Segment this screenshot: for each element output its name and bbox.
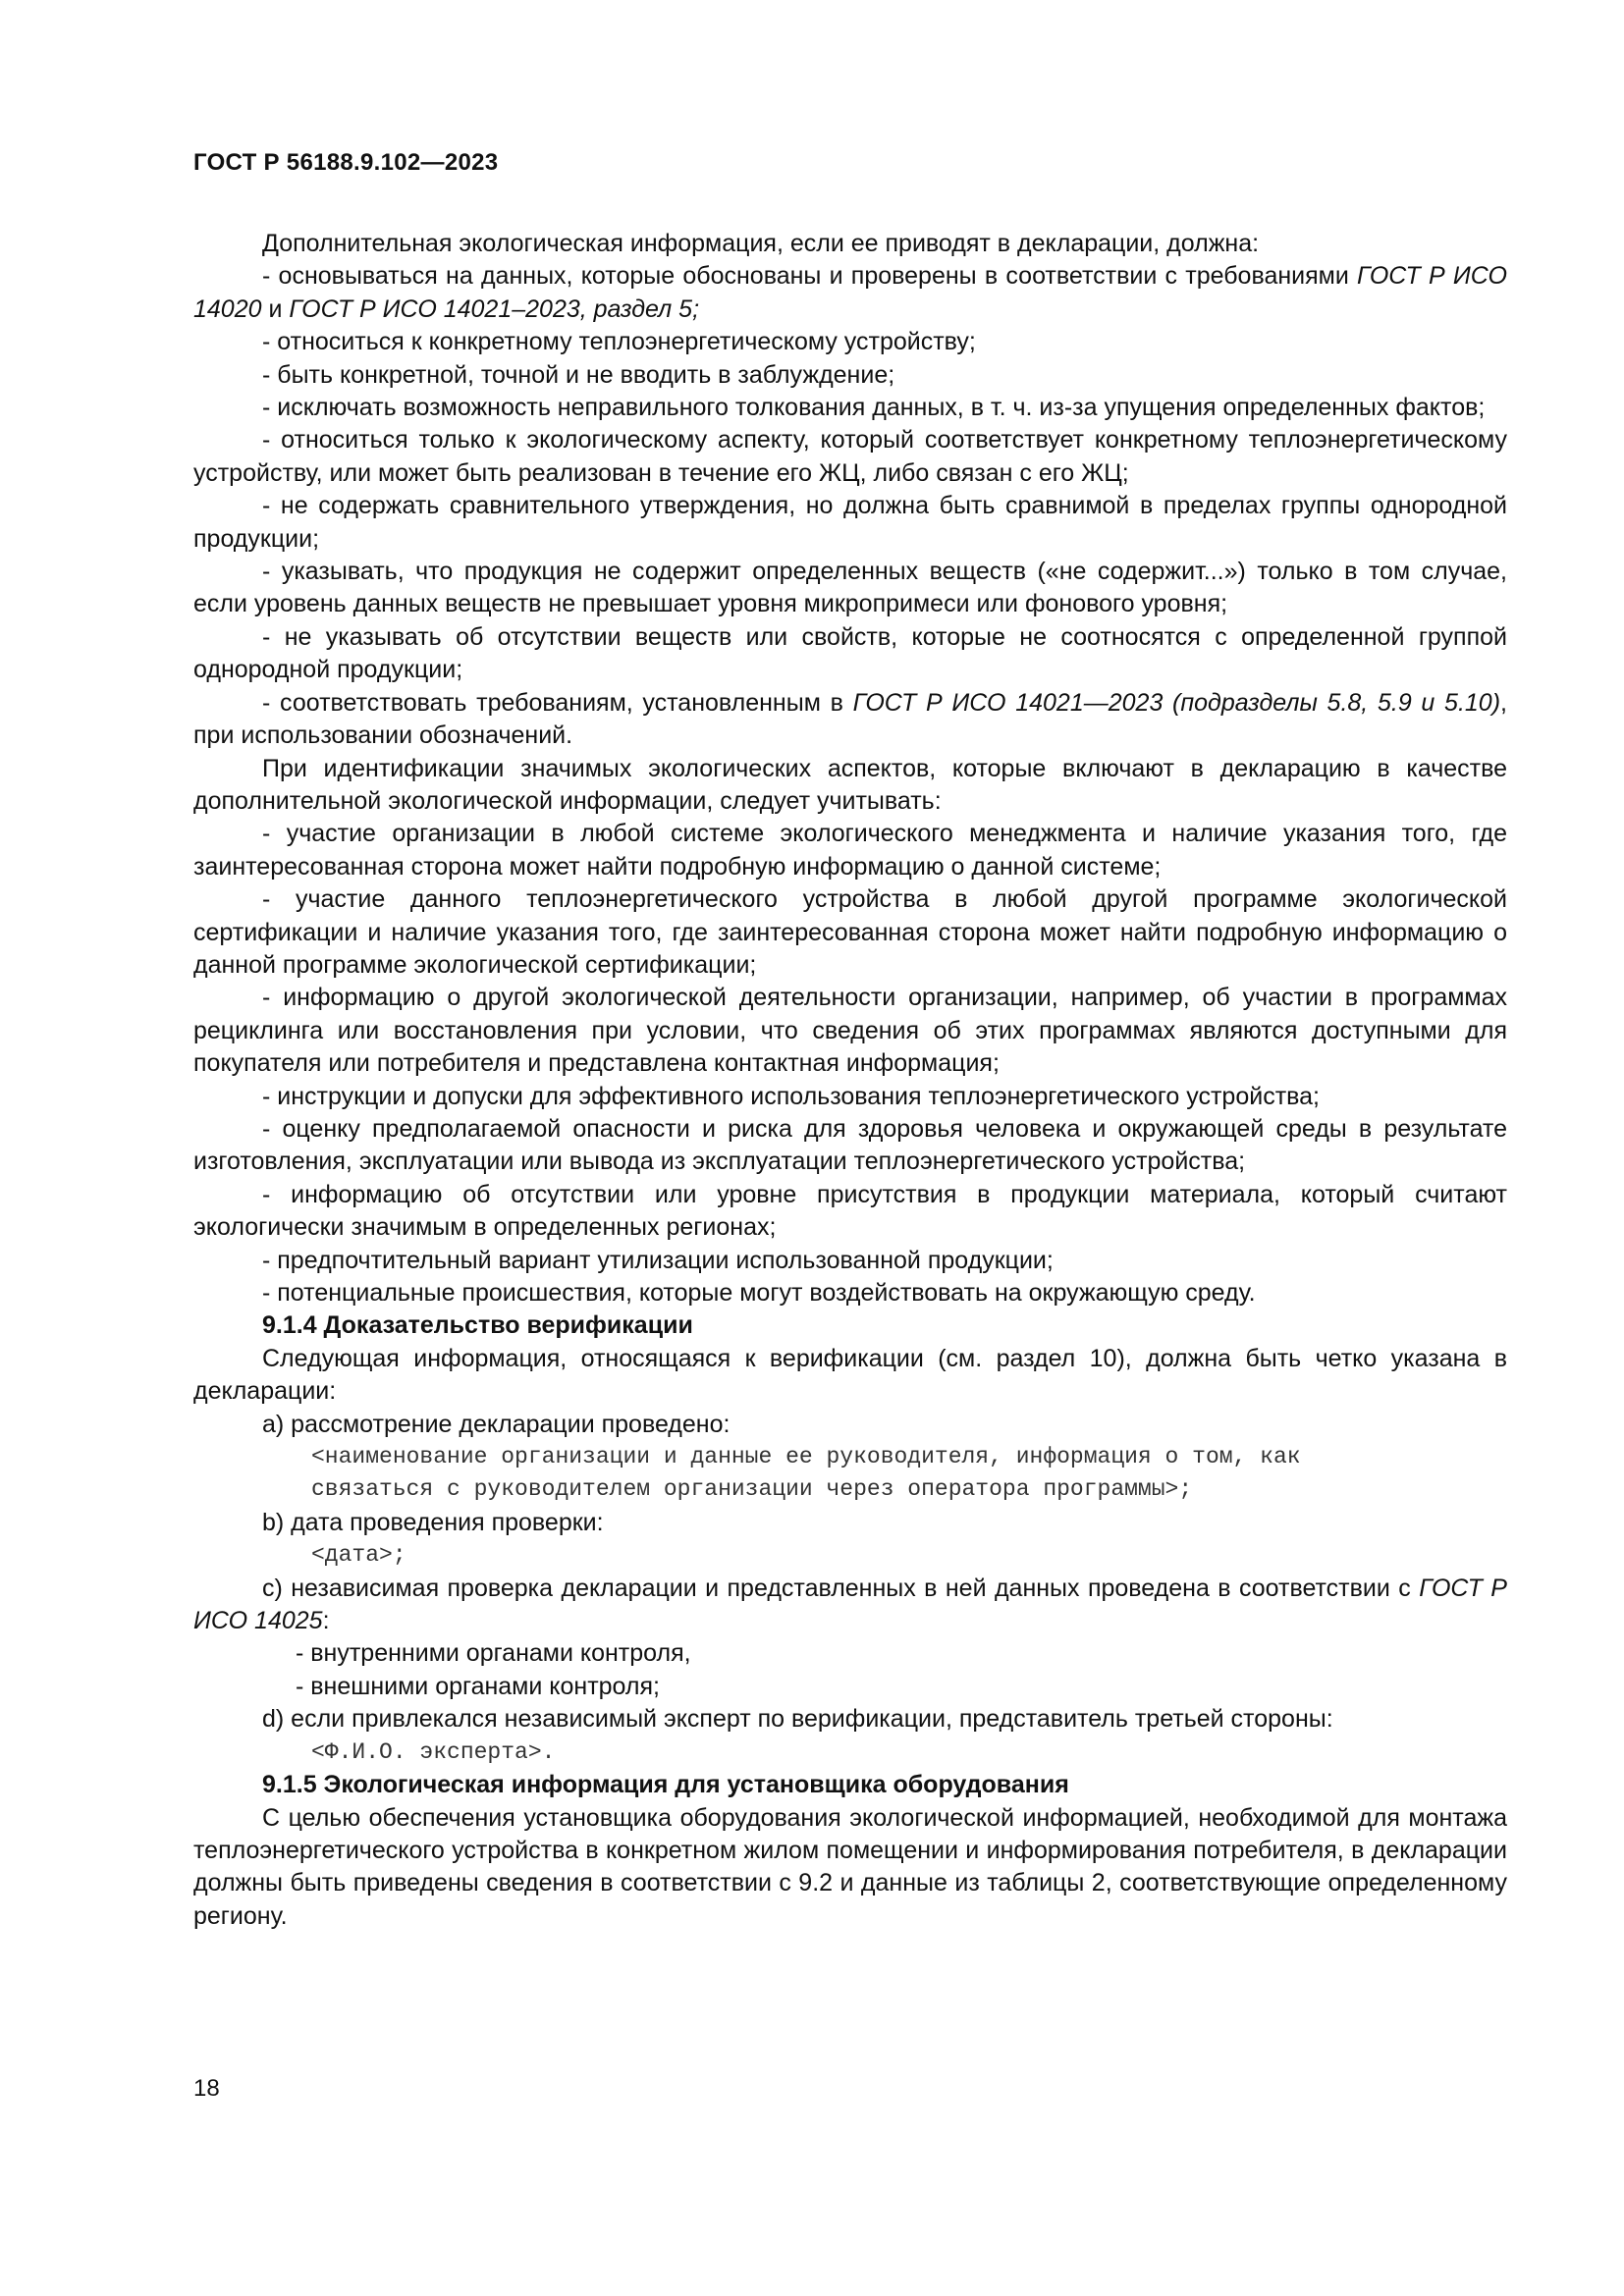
standard-reference: ГОСТ Р ИСО 14021–2023, раздел 5;: [289, 294, 700, 323]
aspect-item: - предпочтительный вариант утилизации использованной продукции;: [262, 1246, 1054, 1274]
requirement-item: [193, 359, 1507, 392]
aspect-item: - потенциальные происшествия, которые могут воздействовать на окружающую среду.: [262, 1279, 1256, 1307]
item-c: [193, 1573, 1507, 1638]
aspects-list: [193, 818, 1507, 1309]
page-number: 18: [193, 2075, 220, 2102]
item-c-colon: :: [322, 1607, 330, 1635]
page-body: [193, 228, 1507, 1933]
requirement-text: - не содержать сравнительного утверждения, но должна быть сравнимой в пределах группы однородной продукции;: [193, 492, 1507, 553]
requirement-text: - относиться к конкретному теплоэнергетическому устройству;: [262, 328, 976, 356]
item-a-template: [193, 1441, 1507, 1507]
item-c-sub-2: - внешними органами контроля;: [296, 1672, 660, 1700]
section-915-text: С целью обеспечения установщика оборудования экологической информацией, необходимой для монтажа теплоэнергетического устройства в конкретном жилом помещении и информирования потребителя, в декларации должны быть приведены сведения в соответствии с 9.2 и данные из таблицы 2, соответствующие определенному региону.: [193, 1803, 1507, 1930]
requirement-item: [193, 556, 1507, 621]
item-b-template: [193, 1539, 1507, 1572]
item-d-template: [193, 1736, 1507, 1769]
standard-reference: ГОСТ Р ИСО 14020: [193, 262, 1507, 323]
aspects-intro: При идентификации значимых экологических аспектов, которые включают в декларацию в качестве дополнительной экологической информации, следует учитывать:: [193, 754, 1507, 815]
aspect-item: - участие данного теплоэнергетического устройства в любой другой программе экологической сертификации и наличие указания того, где заинтересованная сторона может найти подробную информацию о данной программе экологической сертификации;: [193, 885, 1507, 979]
requirement-text: - быть конкретной, точной и не вводить в заблуждение;: [262, 360, 895, 389]
requirement-item: [193, 326, 1507, 358]
requirement-text: и: [261, 294, 290, 323]
item-c-sub-1: - внутренними органами контроля,: [296, 1639, 691, 1668]
section-915-heading: 9.1.5 Экологическая информация для установщика оборудования: [262, 1771, 1069, 1799]
requirement-text: - исключать возможность неправильного толкования данных, в т. ч. из-за упущения определенных фактов;: [262, 394, 1486, 422]
aspect-item: - информацию об отсутствии или уровне присутствия в продукции материала, который считают экологически значимым в определенных регионах;: [193, 1180, 1507, 1242]
item-a: а) рассмотрение декларации проведено:: [262, 1410, 731, 1438]
requirement-item: [193, 260, 1507, 326]
requirement-text: - соответствовать требованиям, установленным в: [262, 688, 853, 717]
requirement-text: - не указывать об отсутствии веществ или свойств, которые не соотносятся с определенной группой однородной продукции;: [193, 622, 1507, 684]
item-b-template-line: <дата>;: [311, 1542, 406, 1569]
requirement-text: , при использовании обозначений.: [193, 688, 1507, 750]
item-c-reference: ГОСТ Р ИСО 14025: [193, 1574, 1507, 1635]
item-b: b) дата проведения проверки:: [262, 1508, 604, 1536]
aspect-item: - информацию о другой экологической деятельности организации, например, об участии в программах рециклинга или восстановления при условии, что сведения об этих программах являются доступными для покупателя или потребителя и представлена контактная информация;: [193, 984, 1507, 1078]
item-a-template-line: <наименование организации и данные ее руководителя, информация о том, как: [311, 1444, 1301, 1470]
aspect-item: - участие организации в любой системе экологического менеджмента и наличие указания того, где заинтересованная сторона может найти подробную информацию о данной системе;: [193, 820, 1507, 881]
item-d: d) если привлекался независимый эксперт по верификации, представитель третьей стороны:: [262, 1705, 1333, 1734]
requirement-item: [193, 687, 1507, 753]
requirement-item: [193, 621, 1507, 687]
requirement-text: - указывать, что продукция не содержит определенных веществ («не содержит...») только в том случае, если уровень данных веществ не превышает уровня микропримеси или фонового уровня;: [193, 558, 1507, 618]
requirement-text: - основываться на данных, которые обоснованы и проверены в соответствии с требованиями: [262, 262, 1358, 291]
item-d-template-line: <Ф.И.О. эксперта>.: [311, 1738, 556, 1765]
section-914-heading: 9.1.4 Доказательство верификации: [262, 1311, 693, 1340]
aspect-item: - инструкции и допуски для эффективного использования теплоэнергетического устройства;: [262, 1082, 1320, 1110]
requirement-item: [193, 424, 1507, 490]
requirement-text: - относиться только к экологическому аспекту, который соответствует конкретному теплоэнергетическому устройству, или может быть реализован в течение его ЖЦ, либо связан с его ЖЦ;: [193, 426, 1507, 487]
standard-reference: ГОСТ Р ИСО 14021—2023 (подразделы 5.8, 5.9 и 5.10): [852, 688, 1501, 717]
requirements-list: [193, 260, 1507, 752]
item-a-template-line: связаться с руководителем организации через оператора программы>;: [311, 1476, 1193, 1503]
item-c-text: с) независимая проверка декларации и представленных в ней данных проведена в соответствии с: [262, 1574, 1420, 1602]
document-code: ГОСТ Р 56188.9.102—2023: [193, 149, 499, 176]
aspect-item: - оценку предполагаемой опасности и риска для здоровья человека и окружающей среды в результате изготовления, эксплуатации или вывода из эксплуатации теплоэнергетического устройства;: [193, 1114, 1507, 1176]
requirement-item: [193, 490, 1507, 556]
section-914-intro: Следующая информация, относящаяся к верификации (см. раздел 10), должна быть четко указана в декларации:: [193, 1344, 1507, 1406]
intro-paragraph: Дополнительная экологическая информация, если ее приводят в декларации, должна:: [262, 230, 1260, 257]
requirement-item: [193, 392, 1507, 424]
